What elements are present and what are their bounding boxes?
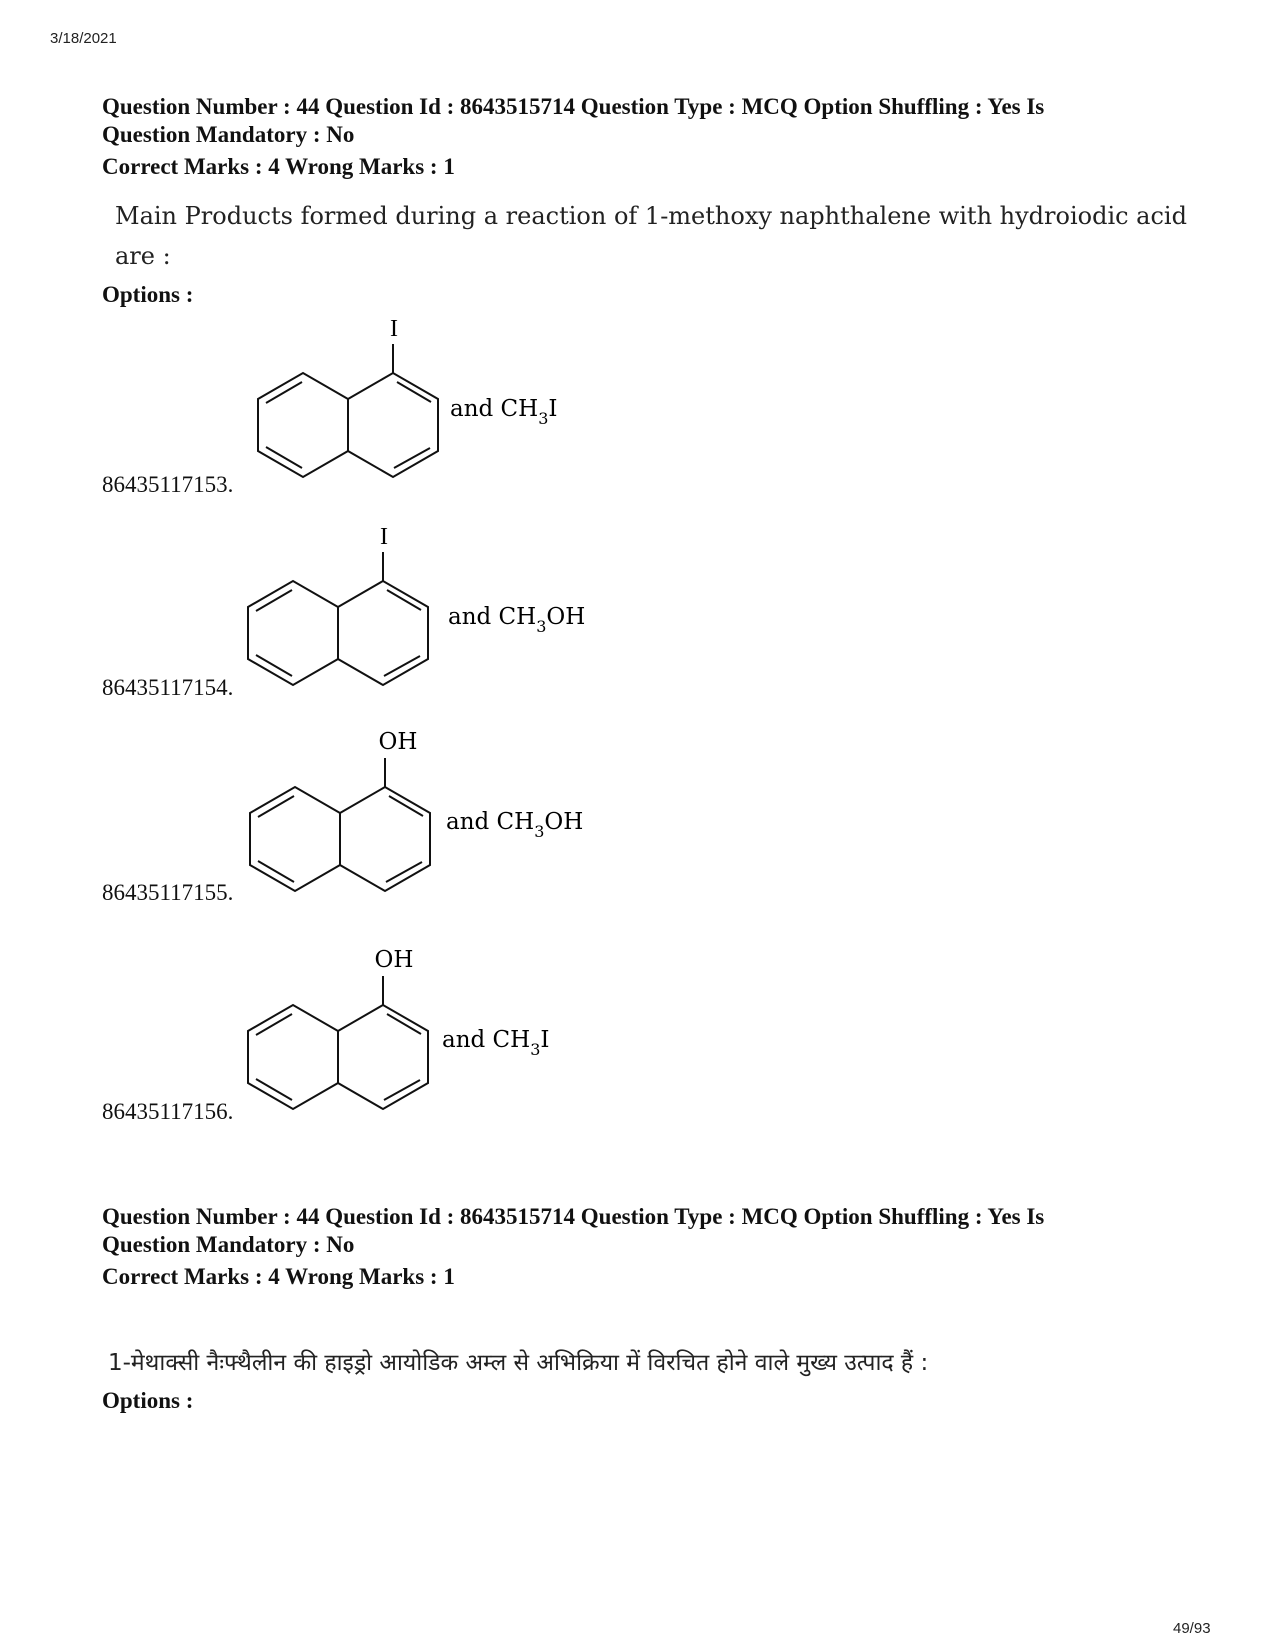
substituent-label: OH (374, 947, 414, 973)
substituent-label: I (390, 316, 398, 342)
question-text-line1: Main Products formed during a reaction of 1-methoxy naphthalene with hydroiodic acid (115, 202, 1187, 230)
option-id[interactable]: 86435117153. (102, 472, 234, 497)
marks-line: Correct Marks : 4 Wrong Marks : 1 (102, 1264, 455, 1289)
chemical-structure (248, 518, 608, 698)
question-text-hindi: 1-मेथाक्सी नैःफ्थैलीन की हाइड्रो आयोडिक अम्ल से अभिक्रिया में विरचित होने वाले मुख्य उत्पाद हैं : (108, 1350, 929, 1376)
chemical-structure (250, 722, 610, 902)
product-label: and $CH_3OH$ (448, 604, 586, 636)
option-id[interactable]: 86435117156. (102, 1099, 234, 1124)
question-header (102, 1203, 1162, 1259)
question-header-line1: Question Number : 44 Question Id : 8643515714 Question Type : MCQ Option Shuffling : Yes Is (102, 1204, 1045, 1229)
options-label: Options : (102, 282, 194, 307)
product-label: and $CH_3I$ (450, 396, 558, 428)
substituent-label: I (380, 524, 388, 550)
question-text-line2: are : (115, 242, 171, 270)
options-label: Options : (102, 1388, 194, 1413)
chemical-structure (248, 940, 608, 1120)
option-id[interactable]: 86435117154. (102, 675, 234, 700)
product-label: and $CH_3OH$ (446, 809, 584, 841)
marks-line: Correct Marks : 4 Wrong Marks : 1 (102, 154, 455, 179)
product-label: and $CH_3I$ (442, 1027, 550, 1059)
print-date: 3/18/2021 (50, 30, 117, 47)
naphthalene-ring-icon (248, 552, 428, 685)
naphthalene-ring-icon (258, 344, 438, 477)
question-header-line2: Question Mandatory : No (102, 1232, 355, 1257)
question-header (102, 93, 1162, 149)
naphthalene-ring-icon (250, 758, 430, 891)
question-header-line2: Question Mandatory : No (102, 122, 355, 147)
question-header-line1: Question Number : 44 Question Id : 8643515714 Question Type : MCQ Option Shuffling : Yes Is (102, 94, 1045, 119)
substituent-label: OH (378, 729, 418, 755)
question-text (115, 196, 1195, 276)
naphthalene-ring-icon (248, 976, 428, 1109)
chemical-structure (258, 310, 618, 490)
option-id[interactable]: 86435117155. (102, 880, 234, 905)
page-number: 49/93 (1173, 1620, 1211, 1637)
